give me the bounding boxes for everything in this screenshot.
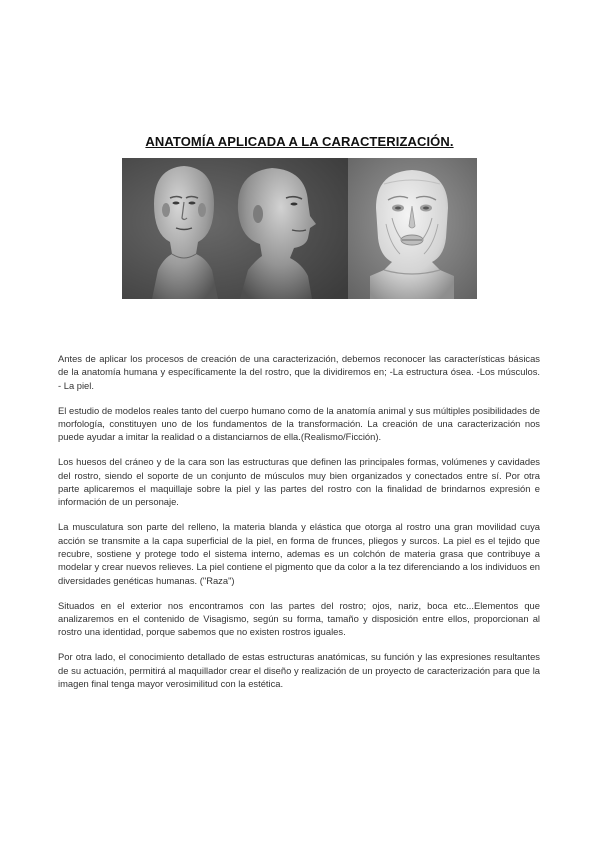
paragraph-intro: Antes de aplicar los procesos de creación de una caracterización, debemos reconocer las características básicas de la anatomía humana y específicamente la del rostro, que la dividiremos en; -La estructura ósea. -Los músculos. - La piel. [58, 353, 540, 391]
document-title: ANATOMÍA APLICADA A LA CARACTERIZACIÓN. [145, 134, 454, 149]
paragraph-models: El estudio de modelos reales tanto del cuerpo humano como de la anatomía animal y sus múltiples posibilidades de morfología, constituyen uno de los fundamentos de la transformación. La creación de una caracterización nos puede ayudar a imitar la realidad o a distanciarnos de ella.(Realismo/Ficción). [58, 404, 540, 443]
paragraph-face-parts: Situados en el exterior nos encontramos con las partes del rostro; ojos, nariz, boca etc...Elementos que analizaremos en el contenido de Visagismo, según su forma, tamaño y disposición entre ellos, proporcionan al rostro una identidad, porque sabemos que no existen rostros iguales. [58, 599, 540, 638]
body-text [58, 352, 540, 702]
paragraph-muscles-skin: La musculatura son parte del relleno, la materia blanda y elástica que otorga al rostro una gran movilidad cuya acción se transmite a la capa superficial de la piel, en forma de frunces, pliegos y surcos. La piel es el tejido que recubre, sostiene y protege todo el sistema interno, ademas es un colchón de materia grasa que contribuye a modelar y crear nuevos relieves. La piel contiene el pigmento que da color a la tez diferenciando a los individuos en diversidades genéticas humanas. ("Raza") [58, 521, 540, 586]
bald-head-profile-illustration [238, 168, 316, 299]
anatomy-figure [122, 158, 477, 299]
anatomy-figure-illustration [122, 158, 477, 299]
paragraph-conclusion: Por otra lado, el conocimiento detallado de estas estructuras anatómicas, su función y las expresiones resultantes de su actuación, permitirá al maquillador crear el diseño y realización de un proyecto de caracterización para que la imagen final tenga mayor verosimilitud con la estética. [58, 651, 540, 689]
paragraph-bones: Los huesos del cráneo y de la cara son las estructuras que definen las principales formas, volúmenes y cavidades del rostro, siendo el soporte de un conjunto de músculos muy bien organizados y conectados entre sí. Por otra parte aplicaremos el maquillaje sobre la piel y las partes del rostro con la finalidad de brindarnos expresión e información de un personaje. [58, 456, 540, 508]
facial-muscles-bust-illustration [370, 170, 454, 299]
